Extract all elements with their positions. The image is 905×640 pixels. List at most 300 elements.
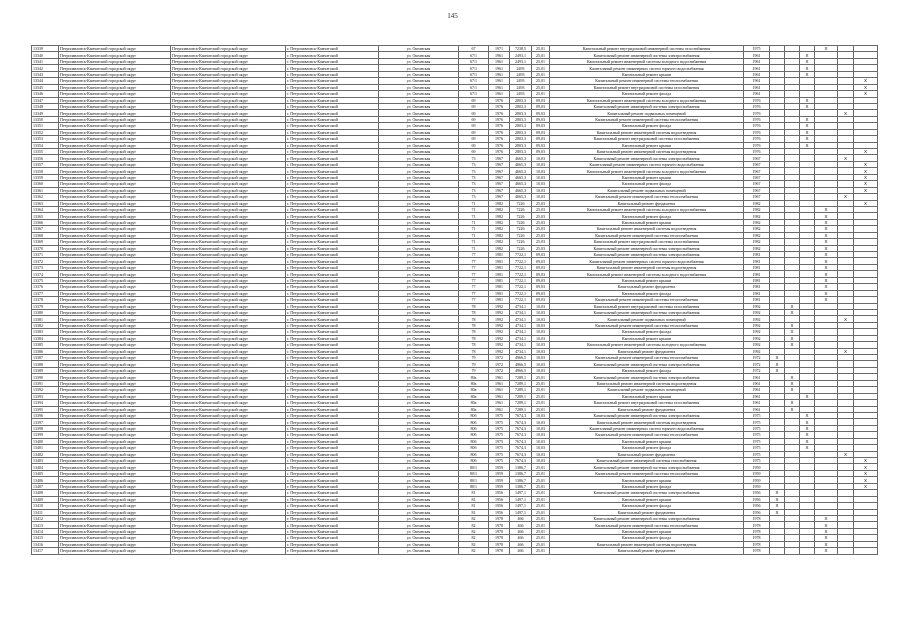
cell-settlement: Петропавловск-Камчатский городской округ — [171, 181, 286, 187]
cell-mark-3: X — [800, 123, 815, 129]
cell-work-type: Капитальный ремонт инженерной системы теплоснабжения — [550, 522, 744, 528]
cell-year: 1956 — [489, 503, 510, 509]
cell-street: ул. Океанская — [379, 400, 459, 406]
cell-year: 1971 — [489, 46, 510, 52]
cell-area: 2493 — [510, 71, 532, 77]
cell-year: 1972 — [489, 367, 510, 373]
cell-city: г. Петропавловск-Камчатский — [286, 387, 379, 393]
cell-period: 1978 — [744, 548, 770, 554]
cell-code: 09,03 — [532, 110, 550, 116]
cell-code: 25,01 — [532, 503, 550, 509]
cell-row-number: 13358 — [32, 168, 59, 174]
cell-year: 1959 — [489, 470, 510, 476]
cell-period: 1967 — [744, 168, 770, 174]
cell-period: 1976 — [744, 129, 770, 135]
cell-row-number: 13357 — [32, 161, 59, 167]
cell-year: 1992 — [489, 322, 510, 328]
cell-mark-4: X — [815, 535, 838, 541]
cell-period: 1956 — [744, 509, 770, 515]
cell-row-number: 13372 — [32, 258, 59, 264]
cell-work-type: Капитальный ремонт фасада — [550, 181, 744, 187]
cell-work-type: Капитальный ремонт инженерной системы холодного водоснабжения — [550, 168, 744, 174]
cell-mark-6: X — [854, 161, 878, 167]
cell-work-type: Капитальный ремонт крыши — [550, 335, 744, 341]
cell-mark-5: X — [838, 110, 854, 116]
cell-mark-1: X — [770, 367, 785, 373]
cell-period: 1978 — [744, 522, 770, 528]
cell-municipality: Петропавловск-Камчатский городской округ — [59, 509, 171, 515]
cell-settlement: Петропавловск-Камчатский городской округ — [171, 97, 286, 103]
cell-settlement: Петропавловск-Камчатский городской округ — [171, 46, 286, 52]
cell-code: 10,03 — [532, 348, 550, 354]
cell-year: 1975 — [489, 425, 510, 431]
cell-row-number: 13380 — [32, 309, 59, 315]
cell-code: 10,03 — [532, 187, 550, 193]
cell-year: 1961 — [489, 387, 510, 393]
cell-street: ул. Океанская — [379, 194, 459, 200]
cell-mark-2: X — [785, 303, 800, 309]
cell-mark-6: X — [854, 91, 878, 97]
cell-house: 80/1 — [459, 470, 489, 476]
cell-city: г. Петропавловск-Камчатский — [286, 322, 379, 328]
cell-city: г. Петропавловск-Камчатский — [286, 71, 379, 77]
cell-city: г. Петропавловск-Камчатский — [286, 496, 379, 502]
cell-work-type: Капитальный ремонт инженерной системы водоотведения — [550, 419, 744, 425]
cell-house: 80/1 — [459, 464, 489, 470]
cell-period: 1976 — [744, 136, 770, 142]
cell-year: 1981 — [489, 277, 510, 283]
cell-city: г. Петропавловск-Камчатский — [286, 367, 379, 373]
cell-mark-4: X — [815, 239, 838, 245]
cell-row-number: 13408 — [32, 490, 59, 496]
cell-row-number: 13383 — [32, 329, 59, 335]
cell-municipality: Петропавловск-Камчатский городской округ — [59, 490, 171, 496]
cell-street: ул. Океанская — [379, 200, 459, 206]
cell-year: 1976 — [489, 97, 510, 103]
cell-row-number: 13391 — [32, 380, 59, 386]
cell-area: 4665,3 — [510, 174, 532, 180]
cell-house: 73 — [459, 174, 489, 180]
cell-work-type: Капитальный ремонт инженерной системы холодного водоснабжения — [550, 97, 744, 103]
cell-code: 25,01 — [532, 91, 550, 97]
cell-settlement: Петропавловск-Камчатский городской округ — [171, 400, 286, 406]
cell-city: г. Петропавловск-Камчатский — [286, 541, 379, 547]
cell-street: ул. Океанская — [379, 297, 459, 303]
cell-row-number: 13386 — [32, 348, 59, 354]
cell-mark-4: X — [815, 219, 838, 225]
cell-street: ул. Океанская — [379, 149, 459, 155]
cell-settlement: Петропавловск-Камчатский городской округ — [171, 406, 286, 412]
cell-year: 1976 — [489, 110, 510, 116]
cell-work-type: Капитальный ремонт инженерной системы электроснабжения — [550, 515, 744, 521]
cell-house: 71 — [459, 226, 489, 232]
cell-street: ул. Океанская — [379, 71, 459, 77]
cell-period: 1992 — [744, 342, 770, 348]
cell-city: г. Петропавловск-Камчатский — [286, 342, 379, 348]
cell-street: ул. Океанская — [379, 252, 459, 258]
cell-street: ул. Океанская — [379, 91, 459, 97]
cell-row-number: 13396 — [32, 412, 59, 418]
cell-work-type: Капитальный ремонт инженерной системы водоотведения — [550, 380, 744, 386]
cell-city: г. Петропавловск-Камчатский — [286, 245, 379, 251]
cell-period: 1982 — [744, 232, 770, 238]
cell-settlement: Петропавловск-Камчатский городской округ — [171, 284, 286, 290]
cell-municipality: Петропавловск-Камчатский городской округ — [59, 58, 171, 64]
cell-year: 1981 — [489, 252, 510, 258]
cell-area: 7722,1 — [510, 271, 532, 277]
cell-period: 1956 — [744, 503, 770, 509]
cell-area: 7722,1 — [510, 252, 532, 258]
cell-mark-3: X — [800, 142, 815, 148]
cell-municipality: Петропавловск-Камчатский городской округ — [59, 419, 171, 425]
cell-street: ул. Океанская — [379, 367, 459, 373]
cell-mark-6: X — [854, 458, 878, 464]
cell-house: 77 — [459, 252, 489, 258]
cell-row-number: 13385 — [32, 342, 59, 348]
cell-settlement: Петропавловск-Камчатский городской округ — [171, 219, 286, 225]
cell-street: ул. Океанская — [379, 58, 459, 64]
cell-mark-3: X — [800, 445, 815, 451]
cell-street: ул. Океанская — [379, 226, 459, 232]
cell-municipality: Петропавловск-Камчатский городской округ — [59, 149, 171, 155]
cell-work-type: Капитальный ремонт инженерной системы электроснабжения — [550, 464, 744, 470]
cell-area: 7226 — [510, 206, 532, 212]
cell-municipality: Петропавловск-Камчатский городской округ — [59, 71, 171, 77]
cell-row-number: 13354 — [32, 142, 59, 148]
cell-period: 1959 — [744, 477, 770, 483]
cell-row-number: 13356 — [32, 155, 59, 161]
cell-street: ул. Океанская — [379, 451, 459, 457]
cell-house: 80б — [459, 412, 489, 418]
cell-period: 1967 — [744, 161, 770, 167]
cell-street: ул. Океанская — [379, 348, 459, 354]
cell-settlement: Петропавловск-Камчатский городской округ — [171, 161, 286, 167]
cell-period: 1961 — [744, 58, 770, 64]
cell-municipality: Петропавловск-Камчатский городской округ — [59, 219, 171, 225]
cell-street: ул. Океанская — [379, 425, 459, 431]
cell-area: 7722,1 — [510, 258, 532, 264]
cell-area: 7226 — [510, 200, 532, 206]
cell-period: 1967 — [744, 187, 770, 193]
cell-year: 1992 — [489, 316, 510, 322]
cell-street: ул. Океанская — [379, 438, 459, 444]
cell-period: 1982 — [744, 206, 770, 212]
cell-house: 67/1 — [459, 78, 489, 84]
cell-year: 1972 — [489, 361, 510, 367]
cell-city: г. Петропавловск-Камчатский — [286, 432, 379, 438]
cell-settlement: Петропавловск-Камчатский городской округ — [171, 194, 286, 200]
cell-area: 4734,1 — [510, 342, 532, 348]
cell-area: 7289,1 — [510, 374, 532, 380]
cell-row-number: 13353 — [32, 136, 59, 142]
cell-area: 2493,1 — [510, 58, 532, 64]
cell-area: 4734,1 — [510, 309, 532, 315]
cell-year: 1975 — [489, 438, 510, 444]
cell-street: ул. Океанская — [379, 361, 459, 367]
cell-settlement: Петропавловск-Камчатский городской округ — [171, 290, 286, 296]
cell-row-number: 13343 — [32, 71, 59, 77]
cell-mark-6: X — [854, 149, 878, 155]
cell-work-type: Капитальный ремонт инженерной системы водоотведения — [550, 149, 744, 155]
cell-year: 1967 — [489, 187, 510, 193]
cell-settlement: Петропавловск-Камчатский городской округ — [171, 541, 286, 547]
cell-municipality: Петропавловск-Камчатский городской округ — [59, 541, 171, 547]
cell-municipality: Петропавловск-Камчатский городской округ — [59, 316, 171, 322]
cell-period: 1961 — [744, 71, 770, 77]
cell-period: 1961 — [744, 84, 770, 90]
cell-period: 1961 — [744, 380, 770, 386]
cell-settlement: Петропавловск-Камчатский городской округ — [171, 496, 286, 502]
cell-row-number: 13348 — [32, 103, 59, 109]
cell-house: 77 — [459, 277, 489, 283]
cell-house: 78 — [459, 322, 489, 328]
cell-period: 1981 — [744, 284, 770, 290]
cell-area: 4665,3 — [510, 181, 532, 187]
cell-house: 79 — [459, 367, 489, 373]
cell-mark-2: X — [785, 342, 800, 348]
cell-code: 10,03 — [532, 438, 550, 444]
cell-period: 1982 — [744, 200, 770, 206]
cell-year: 1981 — [489, 264, 510, 270]
cell-settlement: Петропавловск-Камчатский городской округ — [171, 264, 286, 270]
cell-work-type: Капитальный ремонт фасада — [550, 445, 744, 451]
cell-municipality: Петропавловск-Камчатский городской округ — [59, 425, 171, 431]
cell-code: 25,01 — [532, 522, 550, 528]
cell-settlement: Петропавловск-Камчатский городской округ — [171, 103, 286, 109]
cell-area: 2493 — [510, 84, 532, 90]
cell-area: 7722,1 — [510, 290, 532, 296]
cell-period: 1975 — [744, 451, 770, 457]
cell-code: 25,01 — [532, 58, 550, 64]
cell-work-type: Капитальный ремонт внутридомовой системы газоснабжения — [550, 84, 744, 90]
cell-street: ул. Океанская — [379, 52, 459, 58]
cell-municipality: Петропавловск-Камчатский городской округ — [59, 232, 171, 238]
cell-mark-4: X — [815, 277, 838, 283]
cell-city: г. Петропавловск-Камчатский — [286, 181, 379, 187]
cell-house: 78 — [459, 316, 489, 322]
cell-municipality: Петропавловск-Камчатский городской округ — [59, 116, 171, 122]
cell-work-type: Капитальный ремонт инженерной системы холодного водоснабжения — [550, 271, 744, 277]
cell-code: 10,03 — [532, 412, 550, 418]
cell-settlement: Петропавловск-Камчатский городской округ — [171, 129, 286, 135]
cell-year: 1981 — [489, 284, 510, 290]
cell-settlement: Петропавловск-Камчатский городской округ — [171, 412, 286, 418]
cell-work-type: Капитальный ремонт фасада — [550, 123, 744, 129]
cell-mark-4: X — [815, 226, 838, 232]
cell-area: 7226 — [510, 245, 532, 251]
cell-period: 1975 — [744, 432, 770, 438]
cell-code: 25,01 — [532, 535, 550, 541]
cell-work-type: Капитальный ремонт крыши — [550, 477, 744, 483]
cell-work-type: Капитальный ремонт инженерной системы электроснабжения — [550, 361, 744, 367]
cell-settlement: Петропавловск-Камчатский городской округ — [171, 303, 286, 309]
cell-city: г. Петропавловск-Камчатский — [286, 200, 379, 206]
cell-city: г. Петропавловск-Камчатский — [286, 335, 379, 341]
cell-year: 1992 — [489, 342, 510, 348]
cell-code: 10,03 — [532, 303, 550, 309]
cell-work-type: Капитальный ремонт фасада — [550, 213, 744, 219]
cell-row-number: 13341 — [32, 58, 59, 64]
cell-mark-4: X — [815, 232, 838, 238]
cell-mark-3: X — [800, 116, 815, 122]
cell-code: 09,03 — [532, 136, 550, 142]
cell-area: 466 — [510, 535, 532, 541]
cell-year: 1992 — [489, 329, 510, 335]
cell-city: г. Петропавловск-Камчатский — [286, 103, 379, 109]
cell-settlement: Петропавловск-Камчатский городской округ — [171, 136, 286, 142]
cell-mark-6: X — [854, 181, 878, 187]
cell-street: ул. Океанская — [379, 142, 459, 148]
cell-city: г. Петропавловск-Камчатский — [286, 374, 379, 380]
cell-area: 7722,1 — [510, 297, 532, 303]
cell-row-number: 13350 — [32, 116, 59, 122]
cell-mark-6: X — [854, 168, 878, 174]
cell-work-type: Капитальный ремонт подвальных помещений — [550, 387, 744, 393]
cell-mark-4: X — [815, 284, 838, 290]
cell-municipality: Петропавловск-Камчатский городской округ — [59, 206, 171, 212]
cell-year: 1961 — [489, 406, 510, 412]
cell-municipality: Петропавловск-Камчатский городской округ — [59, 477, 171, 483]
cell-city: г. Петропавловск-Камчатский — [286, 470, 379, 476]
cell-period: 1976 — [744, 149, 770, 155]
cell-row-number: 13413 — [32, 522, 59, 528]
cell-street: ул. Океанская — [379, 258, 459, 264]
cell-row-number: 13393 — [32, 393, 59, 399]
cell-year: 1961 — [489, 374, 510, 380]
cell-street: ул. Океанская — [379, 116, 459, 122]
cell-year: 1961 — [489, 71, 510, 77]
cell-area: 2493 — [510, 91, 532, 97]
cell-code: 25,01 — [532, 84, 550, 90]
cell-mark-6: X — [854, 470, 878, 476]
cell-year: 1976 — [489, 116, 510, 122]
cell-settlement: Петропавловск-Камчатский городской округ — [171, 316, 286, 322]
cell-city: г. Петропавловск-Камчатский — [286, 380, 379, 386]
cell-work-type: Капитальный ремонт фундамента — [550, 284, 744, 290]
cell-mark-1 — [770, 548, 785, 554]
cell-house: 69 — [459, 149, 489, 155]
cell-row-number: 13417 — [32, 548, 59, 554]
cell-house: 80a — [459, 406, 489, 412]
cell-year: 1992 — [489, 335, 510, 341]
cell-work-type: Капитальный ремонт крыши — [550, 71, 744, 77]
cell-year: 1975 — [489, 412, 510, 418]
cell-municipality: Петропавловск-Камчатский городской округ — [59, 503, 171, 509]
cell-row-number: 13360 — [32, 181, 59, 187]
cell-city: г. Петропавловск-Камчатский — [286, 232, 379, 238]
cell-house: 67/1 — [459, 71, 489, 77]
cell-house: 67 — [459, 46, 489, 52]
cell-street: ул. Океанская — [379, 432, 459, 438]
cell-house: 78 — [459, 303, 489, 309]
cell-city: г. Петропавловск-Камчатский — [286, 168, 379, 174]
cell-street: ул. Океанская — [379, 458, 459, 464]
cell-house: 69 — [459, 142, 489, 148]
cell-row-number: 13373 — [32, 264, 59, 270]
cell-code: 10,03 — [532, 367, 550, 373]
cell-house: 80/1 — [459, 477, 489, 483]
cell-settlement: Петропавловск-Камчатский городской округ — [171, 387, 286, 393]
cell-area: 466 — [510, 522, 532, 528]
cell-street: ул. Океанская — [379, 342, 459, 348]
cell-area: 4665,3 — [510, 161, 532, 167]
cell-settlement: Петропавловск-Камчатский городской округ — [171, 490, 286, 496]
cell-settlement: Петропавловск-Камчатский городской округ — [171, 464, 286, 470]
cell-municipality: Петропавловск-Камчатский городской округ — [59, 277, 171, 283]
cell-municipality: Петропавловск-Камчатский городской округ — [59, 335, 171, 341]
cell-code: 25,01 — [532, 515, 550, 521]
cell-code: 10,03 — [532, 309, 550, 315]
cell-house: 73 — [459, 181, 489, 187]
cell-code: 25,03 — [532, 206, 550, 212]
cell-city: г. Петропавловск-Камчатский — [286, 503, 379, 509]
cell-street: ул. Океанская — [379, 322, 459, 328]
cell-area: 1497,1 — [510, 509, 532, 515]
cell-settlement: Петропавловск-Камчатский городской округ — [171, 335, 286, 341]
cell-period: 1975 — [744, 425, 770, 431]
cell-settlement: Петропавловск-Камчатский городской округ — [171, 548, 286, 554]
cell-row-number: 13403 — [32, 458, 59, 464]
cell-settlement: Петропавловск-Камчатский городской округ — [171, 277, 286, 283]
cell-municipality: Петропавловск-Камчатский городской округ — [59, 432, 171, 438]
cell-year: 1982 — [489, 245, 510, 251]
cell-city: г. Петропавловск-Камчатский — [286, 206, 379, 212]
cell-area: 2493,1 — [510, 52, 532, 58]
cell-municipality: Петропавловск-Камчатский городской округ — [59, 458, 171, 464]
cell-code: 25,01 — [532, 78, 550, 84]
cell-municipality: Петропавловск-Камчатский городской округ — [59, 380, 171, 386]
cell-mark-2: X — [785, 380, 800, 386]
cell-mark-6: X — [854, 464, 878, 470]
cell-period: 1961 — [744, 374, 770, 380]
cell-code: 25,01 — [532, 65, 550, 71]
cell-row-number: 13415 — [32, 535, 59, 541]
cell-row-number: 13378 — [32, 297, 59, 303]
cell-municipality: Петропавловск-Камчатский городской округ — [59, 515, 171, 521]
cell-period: 1972 — [744, 361, 770, 367]
cell-year: 1992 — [489, 348, 510, 354]
cell-area: 7226 — [510, 226, 532, 232]
cell-city: г. Петропавловск-Камчатский — [286, 348, 379, 354]
cell-mark-4: X — [815, 252, 838, 258]
cell-street: ул. Океанская — [379, 103, 459, 109]
cell-period: 1972 — [744, 367, 770, 373]
cell-year: 1982 — [489, 239, 510, 245]
cell-city: г. Петропавловск-Камчатский — [286, 136, 379, 142]
cell-city: г. Петропавловск-Камчатский — [286, 142, 379, 148]
cell-house: 67/1 — [459, 58, 489, 64]
cell-street: ул. Океанская — [379, 161, 459, 167]
cell-work-type: Капитальный ремонт фасада — [550, 91, 744, 97]
cell-year: 1959 — [489, 483, 510, 489]
cell-area: 7238,5 — [510, 46, 532, 52]
cell-mark-2: X — [785, 322, 800, 328]
cell-period: 1976 — [744, 97, 770, 103]
cell-house: 77 — [459, 258, 489, 264]
cell-area: 4734,1 — [510, 303, 532, 309]
cell-mark-3: X — [800, 97, 815, 103]
cell-work-type: Капитальный ремонт внутридомовой системы газоснабжения — [550, 239, 744, 245]
cell-municipality: Петропавловск-Камчатский городской округ — [59, 46, 171, 52]
cell-code: 10,03 — [532, 316, 550, 322]
cell-work-type: Капитальный ремонт инженерной системы электроснабжения — [550, 374, 744, 380]
cell-house: 71 — [459, 239, 489, 245]
cell-area: 7289,1 — [510, 380, 532, 386]
cell-mark-3: X — [800, 393, 815, 399]
cell-work-type: Капитальный ремонт инженерной системы электроснабжения — [550, 490, 744, 496]
cell-work-type: Капитальный ремонт инженерной системы теплоснабжения — [550, 78, 744, 84]
cell-work-type: Капитальный ремонт инженерной системы электроснабжения — [550, 412, 744, 418]
